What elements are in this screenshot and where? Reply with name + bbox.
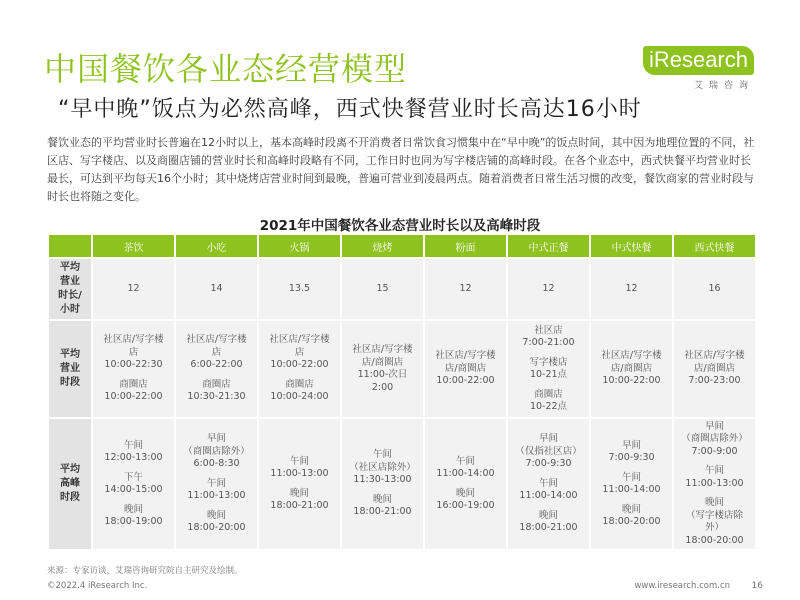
cell-text-line: 15	[376, 282, 389, 294]
table-cell	[342, 259, 423, 319]
cell-text-line: 平均	[60, 262, 80, 273]
cell-text-line	[178, 503, 255, 510]
cell-text-line: 12:00-13:00	[104, 452, 163, 463]
cell-text-line: 午间	[621, 471, 641, 483]
cell-text-line: 11:00-14:00	[436, 468, 495, 479]
cell-text-line: 店/商圈店	[444, 362, 487, 374]
cell-text-line: 午间	[123, 439, 143, 451]
row-header	[49, 259, 91, 319]
cell-text-line: 时段	[60, 377, 80, 388]
cell-text-line: 晚间	[538, 509, 558, 521]
cell-text-line: 10:30-21:30	[187, 391, 246, 403]
cell-text-line: 18:00-20:00	[187, 522, 246, 534]
cell-text-line: 12	[127, 282, 140, 294]
cell-text-line	[178, 372, 255, 379]
cell-text-line: 13.5	[288, 282, 311, 294]
cell-text-line: 18:00-21:00	[270, 500, 329, 511]
cell-text-line: 店/商圈店	[610, 362, 653, 374]
cell-text-line: 商圈店	[119, 378, 148, 390]
cell-text-line: 早间	[538, 433, 558, 445]
cell-text-line: 10:00-22:00	[436, 375, 495, 387]
cell-text-line: 16	[708, 282, 721, 294]
cell-text-line: 晚间	[621, 503, 641, 515]
table-cell	[259, 259, 340, 319]
column-header: 小吃	[176, 235, 257, 257]
row-header	[49, 419, 91, 549]
copyright-text: ©2022.4 iResearch Inc.	[47, 581, 148, 591]
cell-text-line	[510, 382, 587, 389]
cell-text-line: 晚间	[455, 487, 475, 499]
column-header: 中式正餐	[508, 235, 589, 257]
table-cell	[342, 419, 423, 549]
cell-text-line: 18:00-19:00	[104, 516, 163, 527]
cell-text-line: 10:00-22:30	[104, 359, 163, 371]
cell-text-line: 写字楼店	[529, 356, 568, 368]
cell-text-line: 晚间	[123, 503, 143, 515]
cell-text-line: 7:00-21:00	[522, 337, 575, 348]
cell-text-line: 小时	[60, 304, 80, 315]
cell-text-line: 11:00-14:00	[602, 484, 661, 495]
column-header: 中式快餐	[591, 235, 672, 257]
cell-text-line: （仅指社区店）	[515, 445, 582, 457]
cell-text-line: 7:00-9:30	[608, 452, 655, 463]
cell-text-line	[510, 503, 587, 510]
cell-text-line: 社区店/写字楼	[269, 334, 330, 346]
cell-text-line: 18:00-21:00	[353, 506, 412, 518]
cell-text-line: 14:00-15:00	[104, 484, 163, 495]
cell-text-line: 早间	[621, 439, 641, 451]
table-cell	[674, 419, 755, 549]
cell-text-line	[95, 372, 172, 379]
column-header: 西式快餐	[674, 235, 755, 257]
table-cell	[176, 419, 257, 549]
cell-text-line: 午间	[289, 455, 309, 467]
cell-text-line: （商圈店除外）	[681, 433, 748, 445]
cell-text-line: 平均	[60, 349, 80, 360]
cell-text-line	[95, 465, 172, 472]
cell-text-line: 午间	[206, 477, 226, 489]
cell-text-line: 11:30-13:00	[353, 474, 412, 486]
cell-text-line: 下午	[123, 471, 143, 483]
cell-text-line: 18:00-20:00	[685, 534, 744, 546]
cell-text-line: 社区店/写字楼	[103, 334, 164, 346]
cell-text-line: 晚间	[289, 487, 309, 499]
table-cell	[591, 419, 672, 549]
table-cell	[674, 259, 755, 319]
cell-text-line: 时段	[60, 492, 80, 503]
column-header: 粉面	[425, 235, 506, 257]
cell-text-line: 午间	[372, 449, 392, 461]
cell-text-line	[510, 350, 587, 357]
cell-text-line	[510, 471, 587, 478]
table-cell	[508, 419, 589, 549]
cell-text-line: 6:00-8:30	[193, 458, 240, 470]
page-subtitle: “早中晚”饭点为必然高峰，西式快餐营业时长高达16小时	[58, 97, 642, 122]
table-cell	[508, 321, 589, 417]
cell-text-line: 社区店/写字楼	[186, 334, 247, 346]
cell-text-line: （商圈店除外）	[183, 445, 250, 457]
cell-text-line: 11:00-13:00	[187, 490, 246, 502]
cell-text-line: （社区店除外）	[349, 461, 416, 473]
table-cell	[425, 259, 506, 319]
cell-text-line: 16:00-19:00	[436, 500, 495, 511]
cell-text-line: 店	[211, 346, 222, 358]
cell-text-line: 晚间	[704, 497, 724, 509]
table-cell	[508, 259, 589, 319]
cell-text-line: 10:00-24:00	[270, 391, 329, 403]
table-header-row	[49, 235, 755, 257]
cell-text-line: 店	[128, 346, 139, 358]
cell-text-line: 晚间	[372, 493, 392, 505]
cell-text-line: 午间	[704, 465, 724, 477]
cell-text-line: 社区店/写字楼	[601, 350, 662, 362]
cell-text-line	[593, 465, 670, 472]
table-title: 2021年中国餐饮各业态营业时长以及高峰时段	[259, 218, 541, 234]
cell-text-line: 10-21点	[529, 369, 568, 380]
cell-text-line: 店	[294, 346, 305, 358]
cell-text-line: 11:00-14:00	[519, 490, 578, 502]
cell-text-line	[593, 497, 670, 504]
cell-text-line: 早间	[704, 420, 724, 432]
cell-text-line: 高峰	[60, 478, 80, 489]
cell-text-line: （写字楼店除	[685, 509, 743, 521]
logo-brand: iResearch	[643, 46, 754, 75]
cell-text-line: 11:00-13:00	[270, 468, 329, 479]
table-row	[49, 419, 755, 549]
cell-text-line: 2:00	[371, 381, 394, 393]
cell-text-line: 7:00-23:00	[688, 375, 741, 387]
cell-text-line	[178, 471, 255, 478]
cell-text-line: 12	[542, 282, 555, 294]
iresearch-logo	[643, 46, 754, 91]
cell-text-line: 社区店/写字楼	[352, 344, 413, 355]
cell-text-line: 12	[625, 282, 638, 294]
column-header: 烧烤	[342, 235, 423, 257]
cell-text-line	[261, 372, 338, 379]
cell-text-line: 早间	[206, 433, 226, 445]
cell-text-line	[344, 487, 421, 494]
table-cell	[93, 259, 174, 319]
cell-text-line: 午间	[538, 477, 558, 489]
cell-text-line: 午间	[455, 455, 475, 467]
table-cell	[591, 321, 672, 417]
cell-text-line: 10-22点	[529, 401, 568, 412]
page-title: 中国餐饮各业态经营模型	[44, 50, 408, 88]
table-cell	[259, 419, 340, 549]
table-cell	[425, 321, 506, 417]
cell-text-line: 6:00-22:00	[190, 359, 243, 371]
cell-text-line: 店/商圈店	[693, 362, 736, 374]
column-header: 火锅	[259, 235, 340, 257]
table-cell	[93, 321, 174, 417]
page-number: 16	[751, 581, 763, 591]
cell-text-line: 18:00-20:00	[602, 516, 661, 527]
cell-text-line: 18:00-21:00	[519, 522, 578, 534]
cell-text-line: 12	[459, 282, 472, 294]
cell-text-line: 店/商圈店	[361, 356, 404, 368]
table-row	[49, 321, 755, 417]
column-header: 茶饮	[93, 235, 174, 257]
cell-text-line: 商圈店	[285, 378, 314, 390]
cell-text-line: 营业	[60, 363, 80, 374]
table-cell	[93, 419, 174, 549]
cell-text-line: 社区店	[534, 324, 563, 336]
table-cell	[674, 321, 755, 417]
website-url: www.iresearch.com.cn	[634, 581, 730, 591]
cell-text-line	[95, 497, 172, 504]
cell-text-line: 时长/	[58, 290, 82, 301]
logo-subtext: 艾瑞咨询	[693, 81, 754, 91]
table-cell	[176, 259, 257, 319]
table-cell	[425, 419, 506, 549]
business-hours-table	[47, 233, 757, 551]
cell-text-line: 晚间	[206, 509, 226, 521]
table-cell	[176, 321, 257, 417]
table-cell	[342, 321, 423, 417]
cell-text-line: 外）	[704, 522, 724, 534]
cell-text-line: 7:00-9:30	[525, 458, 572, 470]
cell-text-line: 10:00-22:00	[104, 391, 163, 403]
table-cell	[259, 321, 340, 417]
cell-text-line: 10:00-22:00	[270, 359, 329, 371]
source-note: 来源：专家访谈，艾瑞咨询研究院自主研究及绘制。	[47, 566, 243, 576]
table-cell	[591, 259, 672, 319]
table-corner-cell	[49, 235, 91, 257]
cell-text-line: 社区店/写字楼	[684, 350, 745, 362]
row-header	[49, 321, 91, 417]
table-row	[49, 259, 755, 319]
cell-text-line: 11:00-次日	[357, 369, 408, 380]
cell-text-line: 7:00-9:00	[691, 445, 738, 457]
intro-paragraph: 餐饮业态的平均营业时长普遍在12小时以上，基本高峰时段离不开消费者日常饮食习惯集中在“早中晚”的饭点时间，其中因为地理位置的不同，社区店、写字楼店、以及商圈店铺的营业时长和高峰时段略有不同，工作日时也同为写字楼店铺的高峰时段。在各个业态中，西式快餐平均营业时长最长，可达到平均每天16个小时；其中烧烤店营业时间到最晚，普遍可营业到凌晨两点。随着消费者日常生活习惯的改变，餐饮商家的营业时段与时长也将随之变化。	[47, 136, 755, 203]
cell-text-line	[427, 481, 504, 488]
cell-text-line: 商圈店	[202, 378, 231, 390]
cell-text-line: 11:00-13:00	[685, 477, 744, 489]
cell-text-line	[261, 481, 338, 488]
cell-text-line: 14	[210, 282, 223, 294]
cell-text-line: 社区店/写字楼	[435, 350, 496, 362]
cell-text-line: 10:00-22:00	[602, 375, 661, 387]
cell-text-line: 商圈店	[534, 388, 563, 400]
cell-text-line: 营业	[60, 276, 80, 287]
cell-text-line: 平均	[60, 464, 80, 475]
